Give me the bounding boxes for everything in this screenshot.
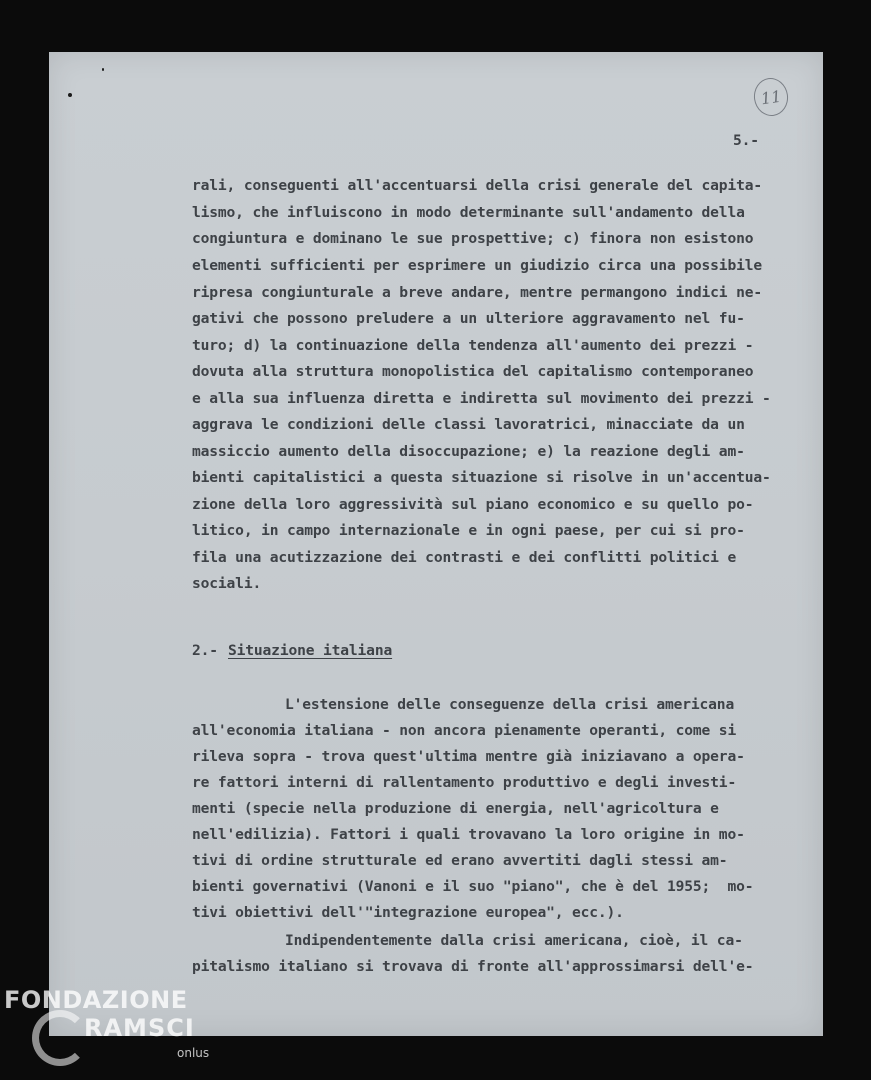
text-line: congiuntura e dominano le sue prospettive; c) finora non esistono xyxy=(192,230,754,247)
text-line: turo; d) la continuazione della tendenza all'aumento dei prezzi - xyxy=(192,337,754,354)
text-line: rileva sopra - trova quest'ultima mentre già iniziavano a opera- xyxy=(192,748,745,765)
section-number: 2.- xyxy=(192,642,218,659)
text-line: fila una acutizzazione dei contrasti e dei conflitti politici e xyxy=(192,549,737,566)
text-line: dovuta alla struttura monopolistica del capitalismo contemporaneo xyxy=(192,363,754,380)
text-line: litico, in campo internazionale e in ogni paese, per cui si pro- xyxy=(192,522,745,539)
text-line: Indipendentemente dalla crisi americana, cioè, il ca- xyxy=(285,932,743,949)
watermark-logo xyxy=(32,1010,222,1076)
text-line: lismo, che influiscono in modo determinante sull'andamento della xyxy=(192,204,745,221)
text-line: zione della loro aggressività sul piano economico e su quello po- xyxy=(192,496,754,513)
text-line: all'economia italiana - non ancora pienamente operanti, come si xyxy=(192,722,737,739)
watermark-gramsci: RAMSCI xyxy=(84,1014,195,1042)
text-line: re fattori interni di rallentamento produttivo e degli investi- xyxy=(192,774,737,791)
paper-speck xyxy=(102,68,104,71)
text-line: elementi sufficienti per esprimere un giudizio circa una possibile xyxy=(192,257,762,274)
watermark-fondazione: FONDAZIONE xyxy=(4,986,188,1014)
watermark-onlus: onlus xyxy=(177,1046,210,1060)
text-line: massiccio aumento della disoccupazione; e) la reazione degli am- xyxy=(192,443,745,460)
paper-speck xyxy=(68,93,72,97)
text-line: rali, conseguenti all'accentuarsi della crisi generale del capita- xyxy=(192,177,762,194)
text-line: gativi che possono preludere a un ulteriore aggravamento nel fu- xyxy=(192,310,745,327)
text-line: pitalismo italiano si trovava di fronte all'approssimarsi dell'e- xyxy=(192,958,754,975)
text-line: aggrava le condizioni delle classi lavoratrici, minacciate da un xyxy=(192,416,745,433)
text-line: menti (specie nella produzione di energia, nell'agricoltura e xyxy=(192,800,719,817)
text-line: e alla sua influenza diretta e indiretta sul movimento dei prezzi - xyxy=(192,390,771,407)
text-line: nell'edilizia). Fattori i quali trovavano la loro origine in mo- xyxy=(192,826,745,843)
text-line: bienti capitalistici a questa situazione si risolve in un'accentua- xyxy=(192,469,771,486)
g-logo-icon xyxy=(32,1010,88,1066)
text-line: ripresa congiunturale a breve andare, mentre permangono indici ne- xyxy=(192,284,762,301)
text-line: L'estensione delle conseguenze della crisi americana xyxy=(285,696,735,713)
text-line: tivi obiettivi dell'"integrazione europea", ecc.). xyxy=(192,904,624,921)
text-line: bienti governativi (Vanoni e il suo "piano", che è del 1955; mo- xyxy=(192,878,754,895)
text-line: sociali. xyxy=(192,575,262,592)
section-title: Situazione italiana xyxy=(228,642,393,659)
text-line: tivi di ordine strutturale ed erano avvertiti dagli stessi am- xyxy=(192,852,728,869)
archive-page-number: 11 xyxy=(752,76,791,118)
page-number: 5.- xyxy=(733,132,759,149)
